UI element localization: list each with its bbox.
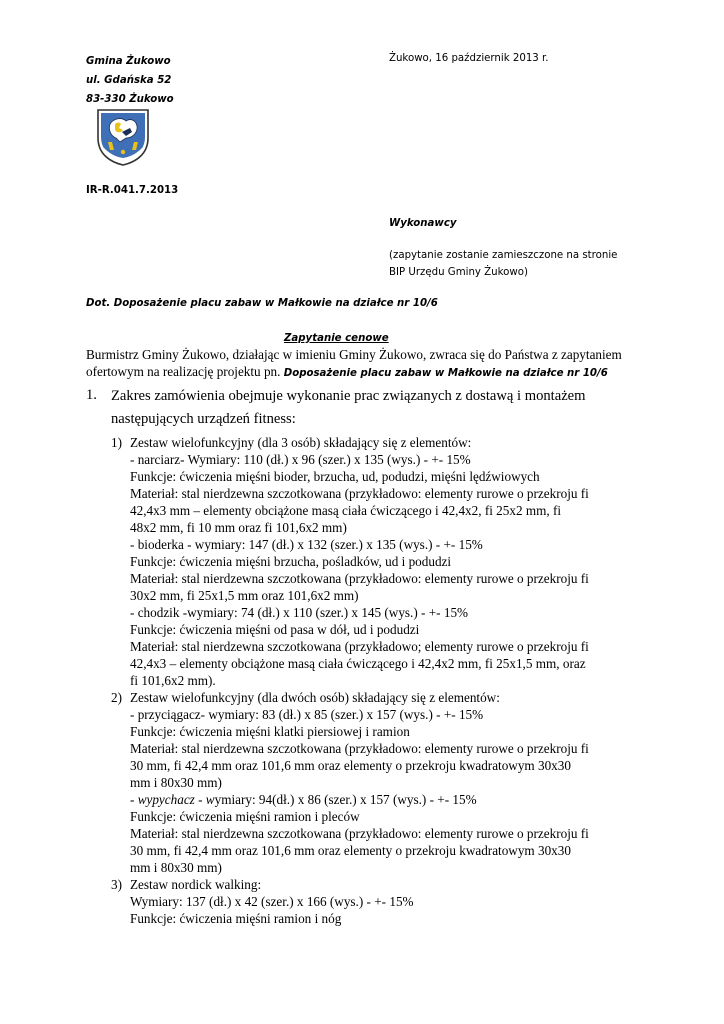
item-1-line: Zestaw wielofunkcyjny (dla 3 osób) składający się z elementów: <box>130 435 472 450</box>
item-2-line: Materiał: stal nierdzewna szczotkowana (przykładowo: elementy rurowe o przekroju fi <box>130 826 589 841</box>
document-title: Zapytanie cenowe <box>284 333 389 344</box>
item-1-line: 42,4x3 – elementy obciążone masą ciała ćwiczącego i 42,4x2 mm, fi 25x1,5 mm, oraz <box>130 656 586 671</box>
item-2-line: mm i 80x30 mm) <box>130 775 222 790</box>
intro-paragraph <box>86 346 640 382</box>
item-3-line: Wymiary: 137 (dł.) x 42 (szer.) x 166 (wys.) - +- 15% <box>130 894 414 909</box>
item-2-number: 2) <box>111 690 122 705</box>
coat-of-arms-icon <box>96 108 150 166</box>
publication-note <box>389 247 617 281</box>
item-2-body <box>130 689 640 876</box>
item-1-line: - chodzik -wymiary: 74 (dł.) x 110 (szer.) x 145 (wys.) - +- 15% <box>130 605 469 620</box>
document-date: Żukowo, 16 październik 2013 r. <box>389 53 549 64</box>
item-1-line: fi 101,6x2 mm). <box>130 673 216 688</box>
recipient: Wykonawcy <box>389 218 457 229</box>
intro-line-2-text: ofertowym na realizację projektu pn. <box>86 364 284 379</box>
item-2-emphasis: - wypychacz - w <box>130 792 215 807</box>
intro-line-2 <box>86 363 640 382</box>
item-2-line: 30 mm, fi 42,4 mm oraz 101,6 mm oraz elementy o przekroju kwadratowym 30x30 <box>130 758 571 773</box>
reference-number: IR-R.041.7.2013 <box>86 185 179 196</box>
item-2-line: Materiał: stal nierdzewna szczotkowana (przykładowo: elementy rurowe o przekroju fi <box>130 741 589 756</box>
item-1-line: Materiał: stal nierdzewna szczotkowana (przykładowo: elementy rurowe o przekroju fi <box>130 486 589 501</box>
item-1-line: Materiał: stal nierdzewna szczotkowana (przykładowo: elementy rurowe o przekroju fi <box>130 571 589 586</box>
item-1-line: Funkcje: ćwiczenia mięśni bioder, brzucha, ud, podudzi, mięśni lędźwiowych <box>130 469 540 484</box>
sender-address <box>86 52 174 109</box>
sender-line-1: Gmina Żukowo <box>86 56 171 67</box>
section-1-line-1: Zakres zamówienia obejmuje wykonanie prac związanych z dostawą i montażem <box>111 388 586 404</box>
item-1-line: 30x2 mm, fi 25x1,5 mm oraz 101,6x2 mm) <box>130 588 359 603</box>
sender-line-2: ul. Gdańska 52 <box>86 75 172 86</box>
item-1-line: - narciarz- Wymiary: 110 (dł.) x 96 (szer.) x 135 (wys.) - +- 15% <box>130 452 471 467</box>
item-2-line: 30 mm, fi 42,4 mm oraz 101,6 mm oraz elementy o przekroju kwadratowym 30x30 <box>130 843 571 858</box>
item-2-line: Funkcje: ćwiczenia mięśni klatki piersiowej i ramion <box>130 724 410 739</box>
section-1-text <box>111 387 637 406</box>
item-2-line: - wypychacz - wymiary: 94(dł.) x 86 (szer.) x 157 (wys.) - +- 15% <box>130 792 477 807</box>
section-1-line-2: następujących urządzeń fitness: <box>111 411 296 427</box>
item-3-number: 3) <box>111 877 122 892</box>
item-1-body <box>130 434 640 689</box>
item-1-line: Materiał: stal nierdzewna szczotkowana (przykładowo; elementy rurowe o przekroju fi <box>130 639 589 654</box>
project-name: Doposażenie placu zabaw w Małkowie na działce nr 10/6 <box>283 368 608 379</box>
section-1-number: 1. <box>86 387 97 403</box>
intro-line-1: Burmistrz Gminy Żukowo, działając w imieniu Gminy Żukowo, zwraca się do Państwa z zapytaniem <box>86 347 622 362</box>
item-1-line: Funkcje: ćwiczenia mięśni od pasa w dół, ud i podudzi <box>130 622 420 637</box>
item-2-line: - przyciągacz- wymiary: 83 (dł.) x 85 (szer.) x 157 (wys.) - +- 15% <box>130 707 484 722</box>
item-2-line: mm i 80x30 mm) <box>130 860 222 875</box>
item-1-line: - bioderka - wymiary: 147 (dł.) x 132 (szer.) x 135 (wys.) - +- 15% <box>130 537 483 552</box>
item-3-body <box>130 876 640 927</box>
item-1-number: 1) <box>111 435 122 450</box>
item-1-line: Funkcje: ćwiczenia mięśni brzucha, pośladków, ud i podudzi <box>130 554 452 569</box>
item-1-line: 42,4x3 mm – elementy obciążone masą ciała ćwiczącego i 42,4x2, fi 25x2 mm, fi <box>130 503 562 518</box>
item-1-line: 48x2 mm, fi 10 mm oraz fi 101,6x2 mm) <box>130 520 347 535</box>
publication-note-line-2: BIP Urzędu Gminy Żukowo) <box>389 267 528 278</box>
item-2-line: Funkcje: ćwiczenia mięśni ramion i pleców <box>130 809 360 824</box>
sender-line-3: 83-330 Żukowo <box>86 94 174 105</box>
publication-note-line-1: (zapytanie zostanie zamieszczone na stronie <box>389 250 618 261</box>
item-2-line: Zestaw wielofunkcyjny (dla dwóch osób) składający się z elementów: <box>130 690 500 705</box>
item-3-line: Funkcje: ćwiczenia mięśni ramion i nóg <box>130 911 342 926</box>
item-3-line: Zestaw nordick walking: <box>130 877 262 892</box>
subject-line: Dot. Doposażenie placu zabaw w Małkowie na działce nr 10/6 <box>86 298 438 309</box>
